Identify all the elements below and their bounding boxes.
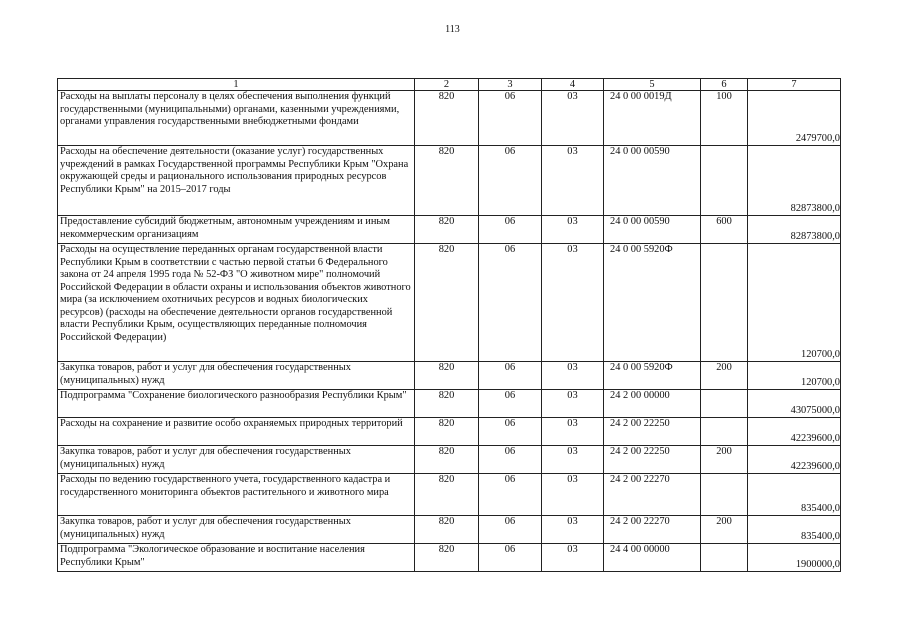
expense-name-cell: Закупка товаров, работ и услуг для обеспечения государственных (муниципальных) нужд — [58, 362, 415, 390]
target-article-cell: 24 0 00 5920Ф — [604, 362, 701, 390]
ministry-code-cell: 820 — [415, 516, 479, 544]
table-row — [58, 362, 841, 390]
table-row — [58, 446, 841, 474]
header-col-2: 2 — [415, 79, 479, 91]
expense-type-cell: 200 — [701, 516, 748, 544]
header-col-6: 6 — [701, 79, 748, 91]
amount-cell: 82873800,0 — [748, 146, 841, 216]
subsection-code-cell: 03 — [542, 474, 604, 516]
expense-name-cell: Подпрограмма "Экологическое образование и воспитание населения Республики Крым" — [58, 544, 415, 572]
section-code-cell: 06 — [479, 216, 542, 244]
expense-name-cell: Расходы по ведению государственного учета, государственного кадастра и государственного мониторинга объектов растительного и животного мира — [58, 474, 415, 516]
table-row — [58, 474, 841, 516]
expense-name-cell: Расходы на сохранение и развитие особо охраняемых природных территорий — [58, 418, 415, 446]
target-article-cell: 24 2 00 22250 — [604, 418, 701, 446]
subsection-code-cell: 03 — [542, 91, 604, 146]
expense-name-cell: Закупка товаров, работ и услуг для обеспечения государственных (муниципальных) нужд — [58, 446, 415, 474]
ministry-code-cell: 820 — [415, 146, 479, 216]
amount-cell: 42239600,0 — [748, 446, 841, 474]
header-col-1: 1 — [58, 79, 415, 91]
target-article-cell: 24 2 00 22270 — [604, 474, 701, 516]
subsection-code-cell: 03 — [542, 390, 604, 418]
amount-cell: 43075000,0 — [748, 390, 841, 418]
amount-cell: 835400,0 — [748, 474, 841, 516]
subsection-code-cell: 03 — [542, 446, 604, 474]
expense-name-cell: Подпрограмма "Сохранение биологического разнообразия Республики Крым" — [58, 390, 415, 418]
section-code-cell: 06 — [479, 516, 542, 544]
expense-name-cell: Расходы на осуществление переданных органам государственной власти Республики Крым в соответствии с частью первой статьи 6 Федерального закона от 24 апреля 1995 года № 52-ФЗ "О животном мире" полномочий Российской Федерации в области охраны и использования объектов животного мира (за исключением охотничьих ресурсов и водных биологических ресурсов) (расходы на обеспечение деятельности органов государственной власти Республики Крым, осуществляющих переданные полномочия Российской Федерации) — [58, 244, 415, 362]
amount-cell: 42239600,0 — [748, 418, 841, 446]
subsection-code-cell: 03 — [542, 418, 604, 446]
amount-cell: 120700,0 — [748, 244, 841, 362]
expense-name-cell: Предоставление субсидий бюджетным, автономным учреждениям и иным некоммерческим организациям — [58, 216, 415, 244]
ministry-code-cell: 820 — [415, 91, 479, 146]
subsection-code-cell: 03 — [542, 216, 604, 244]
ministry-code-cell: 820 — [415, 474, 479, 516]
target-article-cell: 24 2 00 22270 — [604, 516, 701, 544]
target-article-cell: 24 4 00 00000 — [604, 544, 701, 572]
section-code-cell: 06 — [479, 544, 542, 572]
table-row — [58, 146, 841, 216]
table-row — [58, 216, 841, 244]
expense-type-cell — [701, 244, 748, 362]
section-code-cell: 06 — [479, 91, 542, 146]
table-row — [58, 544, 841, 572]
budget-table — [57, 78, 841, 572]
expense-type-cell: 100 — [701, 91, 748, 146]
header-col-7: 7 — [748, 79, 841, 91]
ministry-code-cell: 820 — [415, 244, 479, 362]
section-code-cell: 06 — [479, 244, 542, 362]
expense-type-cell: 600 — [701, 216, 748, 244]
expense-type-cell — [701, 146, 748, 216]
ministry-code-cell: 820 — [415, 390, 479, 418]
section-code-cell: 06 — [479, 362, 542, 390]
header-col-5: 5 — [604, 79, 701, 91]
expense-type-cell: 200 — [701, 446, 748, 474]
amount-cell: 1900000,0 — [748, 544, 841, 572]
expense-name-cell: Расходы на выплаты персоналу в целях обеспечения выполнения функций государственными (муниципальными) органами, казенными учреждениями, органами управления государственными внебюджетными фондами — [58, 91, 415, 146]
subsection-code-cell: 03 — [542, 146, 604, 216]
target-article-cell: 24 2 00 00000 — [604, 390, 701, 418]
expense-type-cell: 200 — [701, 362, 748, 390]
ministry-code-cell: 820 — [415, 418, 479, 446]
subsection-code-cell: 03 — [542, 244, 604, 362]
section-code-cell: 06 — [479, 146, 542, 216]
table-row — [58, 244, 841, 362]
header-col-3: 3 — [479, 79, 542, 91]
expense-type-cell — [701, 390, 748, 418]
amount-cell: 835400,0 — [748, 516, 841, 544]
target-article-cell: 24 2 00 22250 — [604, 446, 701, 474]
section-code-cell: 06 — [479, 474, 542, 516]
ministry-code-cell: 820 — [415, 362, 479, 390]
section-code-cell: 06 — [479, 390, 542, 418]
subsection-code-cell: 03 — [542, 516, 604, 544]
target-article-cell: 24 0 00 00590 — [604, 216, 701, 244]
expense-type-cell — [701, 544, 748, 572]
table-row — [58, 390, 841, 418]
expense-name-cell: Закупка товаров, работ и услуг для обеспечения государственных (муниципальных) нужд — [58, 516, 415, 544]
table-header-row — [58, 79, 841, 91]
ministry-code-cell: 820 — [415, 544, 479, 572]
subsection-code-cell: 03 — [542, 362, 604, 390]
expense-name-cell: Расходы на обеспечение деятельности (оказание услуг) государственных учреждений в рамках Государственной программы Республики Крым "Охрана окружающей среды и рационального использования природных ресурсов Республики Крым" на 2015–2017 годы — [58, 146, 415, 216]
page-number: 113 — [445, 24, 460, 35]
expense-type-cell — [701, 474, 748, 516]
ministry-code-cell: 820 — [415, 216, 479, 244]
expense-type-cell — [701, 418, 748, 446]
table-row — [58, 418, 841, 446]
ministry-code-cell: 820 — [415, 446, 479, 474]
header-col-4: 4 — [542, 79, 604, 91]
table-row — [58, 516, 841, 544]
target-article-cell: 24 0 00 00590 — [604, 146, 701, 216]
section-code-cell: 06 — [479, 446, 542, 474]
subsection-code-cell: 03 — [542, 544, 604, 572]
amount-cell: 82873800,0 — [748, 216, 841, 244]
target-article-cell: 24 0 00 5920Ф — [604, 244, 701, 362]
table-row — [58, 91, 841, 146]
section-code-cell: 06 — [479, 418, 542, 446]
amount-cell: 120700,0 — [748, 362, 841, 390]
target-article-cell: 24 0 00 0019Д — [604, 91, 701, 146]
amount-cell: 2479700,0 — [748, 91, 841, 146]
